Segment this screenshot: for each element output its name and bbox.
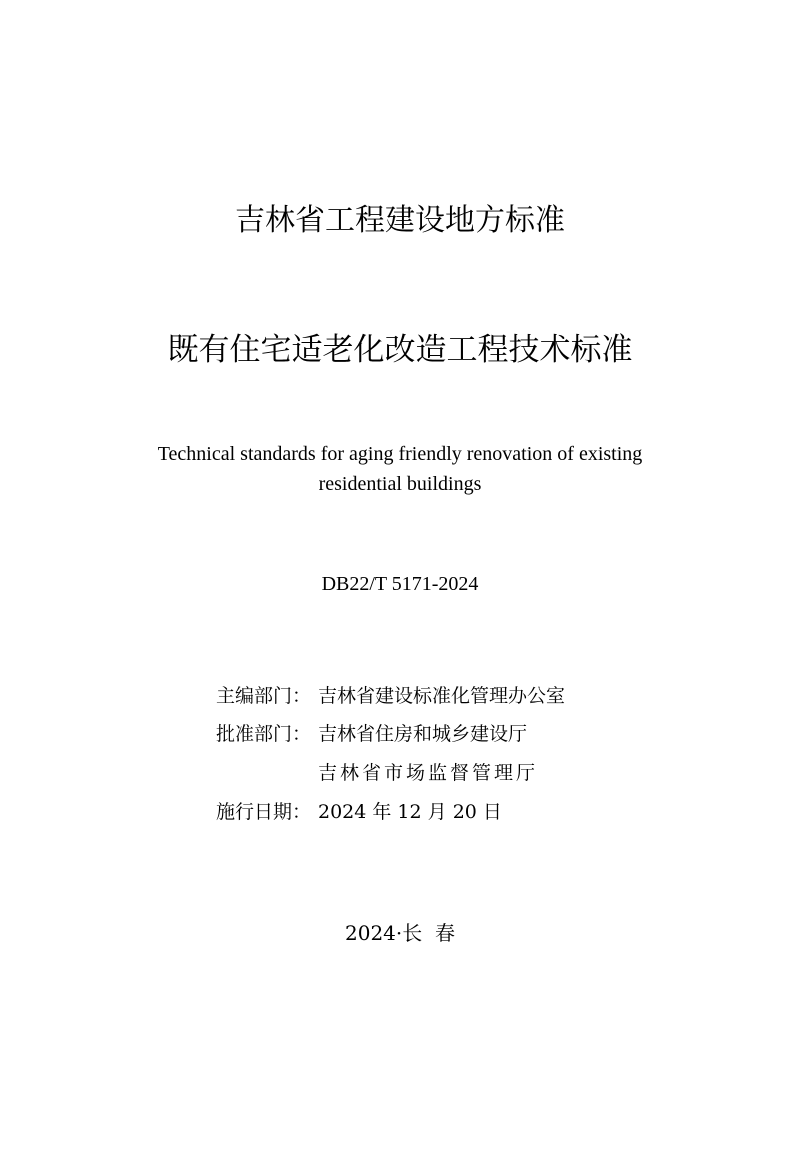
- document-title-english-line-2: residential buildings: [318, 473, 482, 495]
- approver-row-2: [216, 758, 538, 788]
- publication-place-date: 2024·长 春: [345, 921, 455, 945]
- standard-category: 吉林省工程建设地方标准: [235, 203, 565, 238]
- effective-date-row: [216, 797, 502, 827]
- document-title-chinese: 既有住宅适老化改造工程技术标准: [167, 332, 633, 368]
- editor-row: [216, 681, 565, 711]
- document-title-english-line-1: Technical standards for aging friendly renovation of existing: [157, 443, 643, 465]
- approver-row: [216, 719, 527, 749]
- effective-date-label: 施行日期：: [216, 801, 312, 823]
- approver-value-1: 吉林省住房和城乡建设厅: [318, 723, 528, 745]
- approver-value-2: 吉林省市场监督管理厅: [318, 762, 539, 784]
- effective-date-value: 2024 年 12 月 20 日: [318, 801, 502, 823]
- standard-code: DB22/T 5171-2024: [321, 573, 479, 595]
- editor-label: 主编部门：: [216, 685, 312, 707]
- editor-value: 吉林省建设标准化管理办公室: [318, 685, 566, 707]
- approver-label: 批准部门：: [216, 723, 312, 745]
